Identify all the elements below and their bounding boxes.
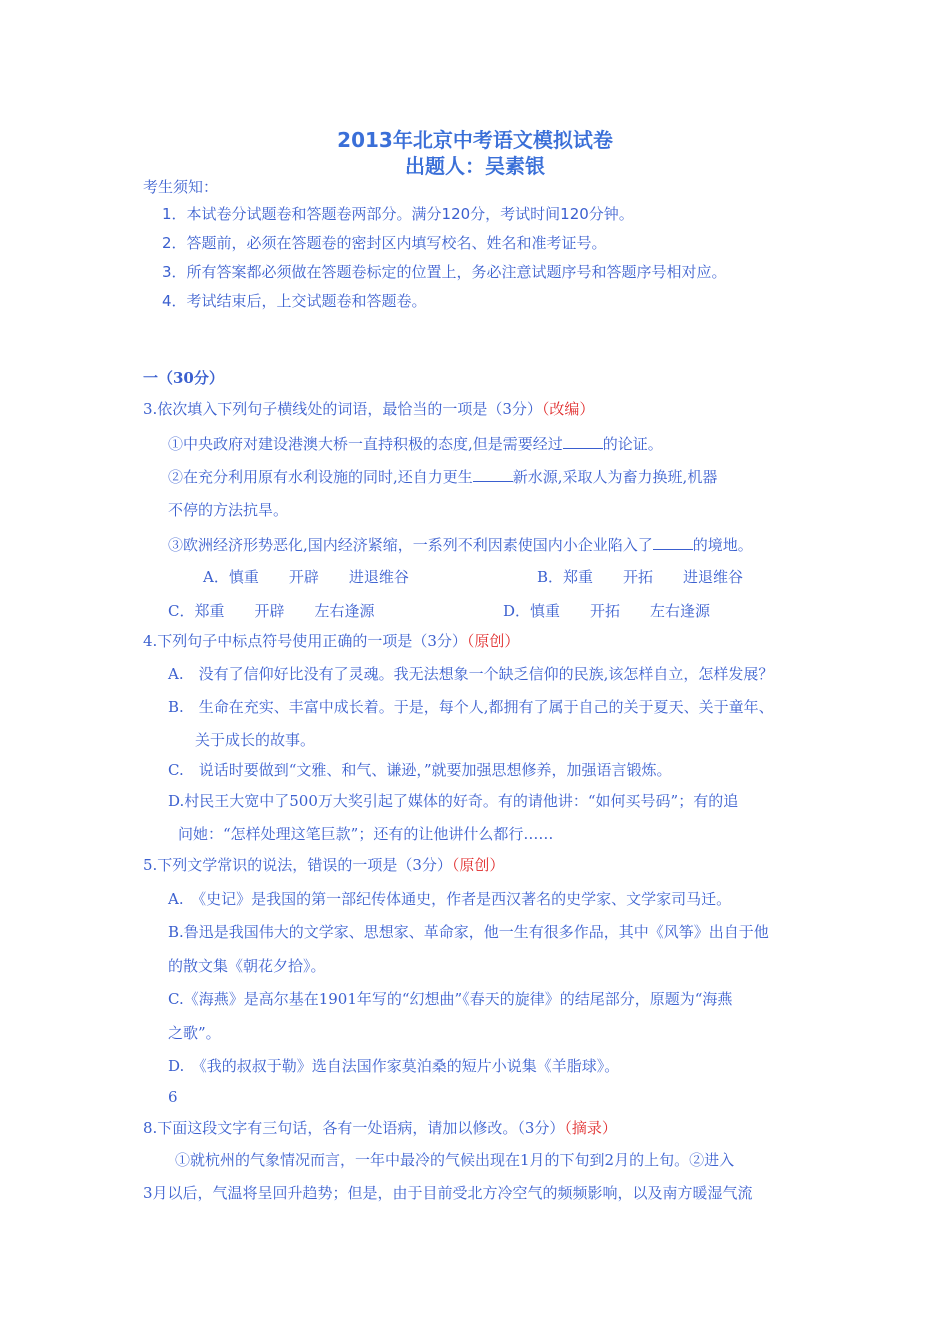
- question-4-stem: [143, 631, 519, 651]
- question-8-text: 8.下面这段文字有三句话，各有一处语病，请加以修改。（3分）: [143, 1119, 565, 1137]
- sentence-text: ①中央政府对建设港澳大桥一直持积极的态度,但是需要经过: [168, 435, 563, 453]
- notice-item-number: 2．: [162, 234, 187, 252]
- question-3-sentence-2: [168, 466, 717, 487]
- sentence-text: 的境地。: [692, 536, 753, 554]
- notice-heading: 考生须知：: [143, 178, 219, 196]
- question-3-sentence-3: [168, 534, 753, 555]
- question-5-option-d: D. 《我的叔叔于勒》选自法国作家莫泊桑的短片小说集《羊脂球》。: [168, 1057, 620, 1075]
- notice-item-text: 所有答案都必须做在答题卷标定的位置上，务必注意试题序号和答题序号相对应。: [186, 263, 727, 281]
- question-4-text: 4.下列句子中标点符号使用正确的一项是（3分）: [143, 632, 467, 650]
- question-3-stem: [143, 399, 594, 419]
- notice-item-number: 3．: [162, 263, 187, 281]
- question-5-stem: [143, 855, 504, 875]
- question-3-sentence-2-cont: 不停的方法抗旱。: [168, 501, 289, 519]
- question-5-tag: （原创）: [451, 856, 505, 874]
- question-4-option-b: B. 生命在充实、丰富中成长着。于是，每个人,都拥有了属于自己的关于夏天、关于童年、: [168, 698, 774, 716]
- notice-item-text: 考试结束后，上交试题卷和答题卷。: [186, 292, 427, 310]
- notice-item-number: 4．: [162, 292, 187, 310]
- sentence-text: ③欧洲经济形势恶化,国内经济紧缩，一系列不利因素使国内小企业陷入了: [168, 536, 653, 554]
- sentence-text: 的论证。: [602, 435, 663, 453]
- stray-number: 6: [168, 1088, 178, 1106]
- option-b: B．郑重 开拓 进退维谷: [537, 568, 744, 586]
- question-3-tag: （改编）: [541, 400, 595, 418]
- sentence-text: 新水源,采取人为畜力换班,机器: [512, 468, 718, 486]
- question-3-sentence-1: [168, 433, 663, 454]
- question-8-paragraph: ①就杭州的气象情况而言，一年中最冷的气候出现在1月的下旬到2月的上旬。②进入: [175, 1151, 735, 1169]
- section-heading: 一（30分）: [143, 369, 224, 387]
- question-8-tag: （摘录）: [564, 1119, 617, 1137]
- question-5-text: 5.下列文学常识的说法，错误的一项是（3分）: [143, 856, 452, 874]
- option-a: A．慎重 开辟 进退维谷: [203, 568, 409, 586]
- fill-blank: [563, 433, 603, 449]
- question-4-tag: （原创）: [466, 632, 520, 650]
- question-4-option-a: A. 没有了信仰好比没有了灵魂。我无法想象一个缺乏信仰的民族,该怎样自立，怎样发展？: [168, 665, 774, 683]
- option-c: C．郑重 开辟 左右逢源: [168, 602, 375, 620]
- question-5-option-b-cont: 的散文集《朝花夕拾》。: [168, 957, 326, 975]
- question-5-option-c-cont: 之歌”。: [168, 1024, 221, 1042]
- notice-item: [162, 233, 607, 253]
- notice-item: [162, 291, 427, 311]
- question-5-option-c: C.《海燕》是高尔基在1901年写的“幻想曲”《春天的旋律》的结尾部分，原题为“海燕: [168, 990, 733, 1008]
- question-3-text: 3.依次填入下列句子横线处的词语，最恰当的一项是（3分）: [143, 400, 542, 418]
- question-8-paragraph-cont: 3月以后，气温将呈回升趋势；但是，由于目前受北方冷空气的频频影响，以及南方暖湿气流: [143, 1184, 753, 1202]
- question-4-option-d-cont: 问她：“怎样处理这笔巨款”；还有的让他讲什么都行……: [178, 825, 554, 843]
- question-4-option-c: C. 说话时要做到“文雅、和气、谦逊，”就要加强思想修养，加强语言锻炼。: [168, 761, 672, 779]
- notice-item-text: 本试卷分试题卷和答题卷两部分。满分120分，考试时间120分钟。: [186, 205, 634, 223]
- notice-item-number: 1．: [162, 205, 187, 223]
- question-5-option-a: A. 《史记》是我国的第一部纪传体通史，作者是西汉著名的史学家、文学家司马迁。: [168, 890, 732, 908]
- author-line: 出题人：吴素银: [405, 154, 545, 178]
- question-4-option-b-cont: 关于成长的故事。: [195, 731, 316, 749]
- page-title: 2013年北京中考语文模拟试卷: [337, 128, 613, 152]
- notice-item: [162, 262, 727, 282]
- fill-blank: [473, 466, 513, 482]
- option-d: D．慎重 开拓 左右逢源: [503, 602, 711, 620]
- question-5-option-b: B.鲁迅是我国伟大的文学家、思想家、革命家，他一生有很多作品，其中《风筝》出自于他: [168, 923, 769, 941]
- question-8-stem: [143, 1118, 617, 1138]
- sentence-text: ②在充分利用原有水利设施的同时,还自力更生: [168, 468, 473, 486]
- fill-blank: [653, 534, 693, 550]
- notice-item: [162, 204, 634, 224]
- notice-item-text: 答题前，必须在答题卷的密封区内填写校名、姓名和准考证号。: [186, 234, 607, 252]
- question-4-option-d: D.村民王大宽中了500万大奖引起了媒体的好奇。有的请他讲：“如何买号码”；有的追: [168, 792, 739, 810]
